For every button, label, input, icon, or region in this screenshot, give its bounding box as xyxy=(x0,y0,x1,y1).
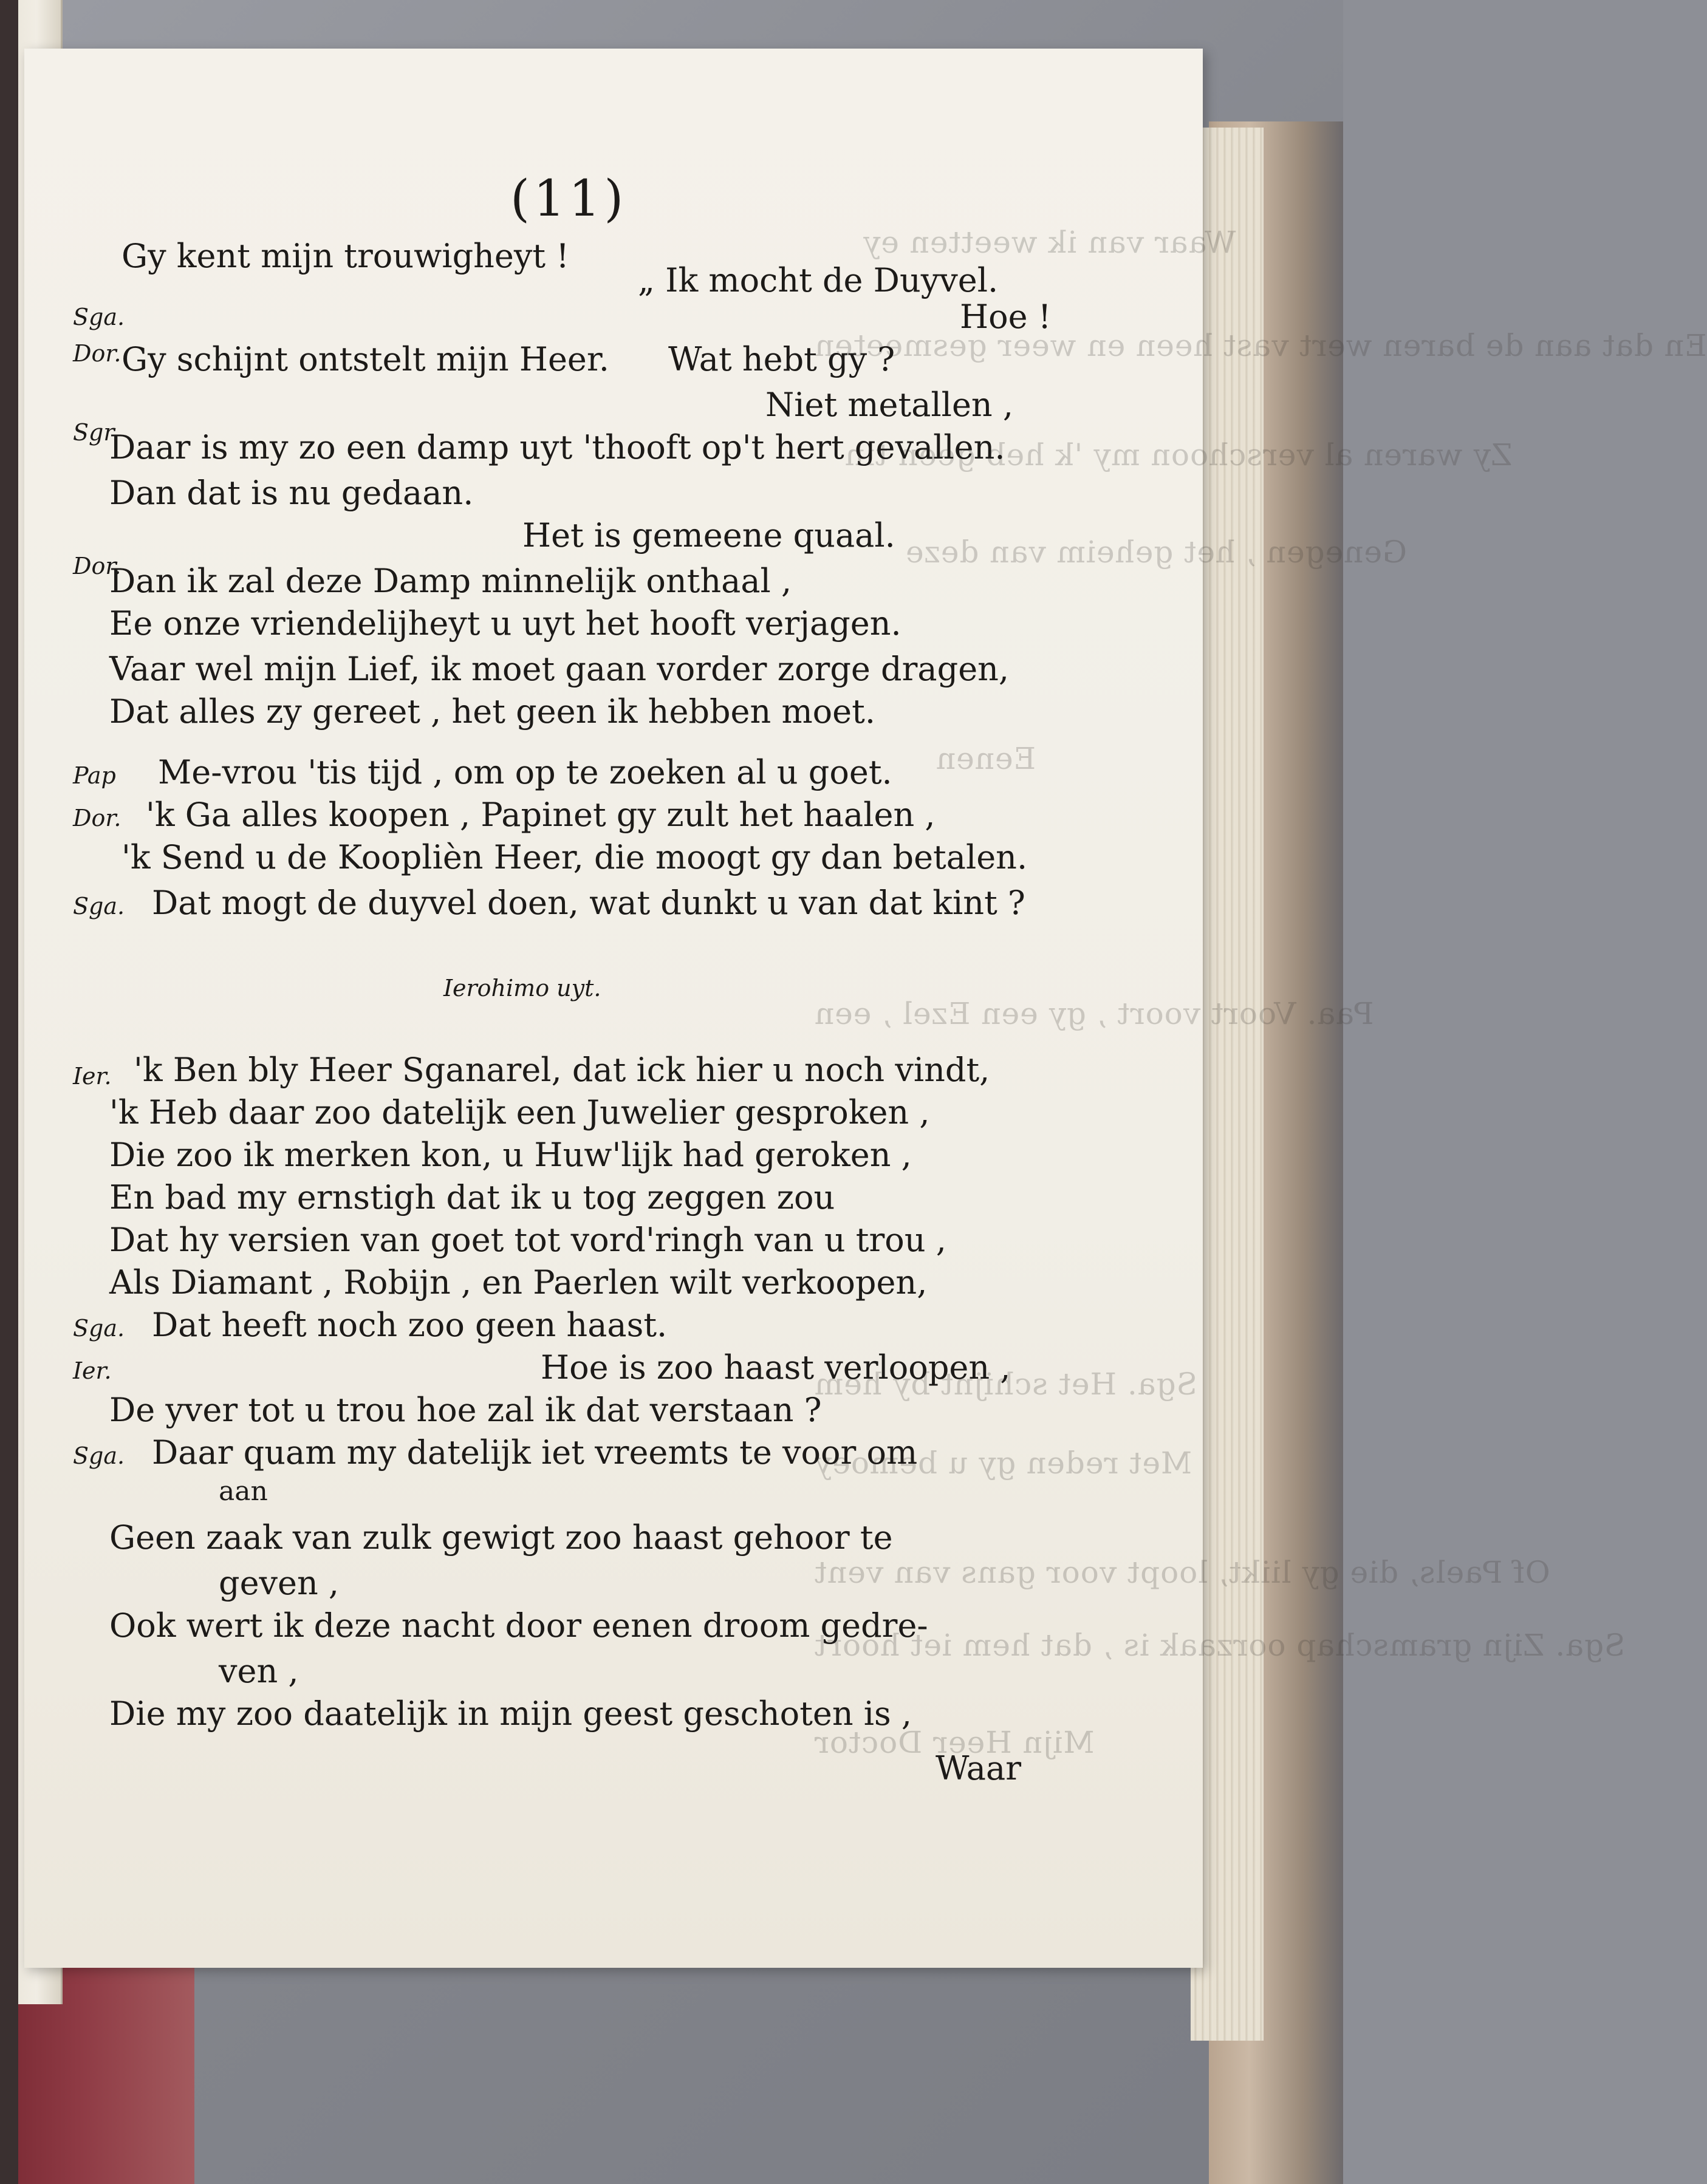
speaker-label: Dor. xyxy=(73,553,121,579)
speaker-label: Sga. xyxy=(73,1315,125,1342)
book-spine xyxy=(0,0,18,2184)
verse-line: Me-vrou 'tis tijd , om op te zoeken al u goet. xyxy=(158,753,892,791)
show-through-text: Of Paels, die gy liikt, loopt voor gans van vent xyxy=(814,1555,1550,1590)
verse-line: Als Diamant , Robijn , en Paerlen wilt verkoopen, xyxy=(109,1263,928,1302)
speaker-label: Sga. xyxy=(73,304,125,330)
verse-line: 'k Send u de Kooplièn Heer, die moogt gy dan betalen. xyxy=(121,838,1028,876)
catchword: Waar xyxy=(936,1749,1022,1787)
book-page xyxy=(24,49,1707,1968)
show-through-text: Eenen xyxy=(936,741,1036,776)
verse-line: aan xyxy=(219,1476,268,1507)
verse-line: Daar quam my datelijk iet vreemts te voor om xyxy=(152,1433,918,1472)
page-number: (11) xyxy=(510,170,628,228)
verse-line: Dat alles zy gereet , het geen ik hebben moet. xyxy=(109,692,875,731)
verse-line: 'k Ga alles koopen , Papinet gy zult het haalen , xyxy=(146,796,936,834)
speaker-label: Sgr. xyxy=(73,419,120,446)
show-through-text: Met reden gy u bemoey xyxy=(814,1445,1192,1481)
show-through-text: Zy waren al verschoon my 'k heb geen tin xyxy=(844,437,1513,473)
verse-line: 'k Ben bly Heer Sganarel, dat ick hier u noch vindt, xyxy=(134,1051,990,1089)
verse-line: Gy kent mijn trouwigheyt ! xyxy=(121,237,569,275)
verse-line: Ook wert ik deze nacht door eenen droom gedre- xyxy=(109,1606,928,1645)
speaker-label: Dor. xyxy=(73,805,121,831)
verse-line: Vaar wel mijn Lief, ik moet gaan vorder zorge dragen, xyxy=(109,650,1010,688)
verse-line: ven , xyxy=(219,1652,299,1690)
verse-line: Dat mogt de duyvel doen, wat dunkt u van dat kint ? xyxy=(152,884,1025,922)
verse-line: Die zoo ik merken kon, u Huw'lijk had geroken , xyxy=(109,1136,912,1174)
show-through-text: Sga. Het schijnt by hem xyxy=(814,1367,1197,1402)
verse-line: Dat hy versien van goet tot vord'ringh van u trou , xyxy=(109,1221,946,1259)
speaker-label: Dor. xyxy=(73,340,121,367)
verse-line: Het is gemeene quaal. xyxy=(522,516,895,555)
verse-line: En bad my ernstigh dat ik u tog zeggen zou xyxy=(109,1178,835,1217)
show-through-text: Waar van ik weetten ey xyxy=(863,225,1236,260)
verse-line: Hoe is zoo haast verloopen , xyxy=(541,1348,1011,1387)
show-through-text: Mijn Heer Doctor xyxy=(814,1725,1095,1760)
speaker-label: Sga. xyxy=(73,1442,125,1469)
verse-line: geven , xyxy=(219,1564,340,1602)
verse-line: Hoe ! xyxy=(960,298,1052,336)
speaker-label: Ier. xyxy=(73,1357,112,1384)
verse-line: 'k Heb daar zoo datelijk een Juwelier gesproken , xyxy=(109,1093,930,1131)
stage-direction: Ierohimo uyt. xyxy=(443,975,601,1002)
verse-line: De yver tot u trou hoe zal ik dat verstaan ? xyxy=(109,1391,822,1429)
verse-line: Die my zoo daatelijk in mijn geest geschoten is , xyxy=(109,1694,912,1733)
verse-line: Wat hebt gy ? xyxy=(668,340,895,378)
show-through-text: Genegen , het geheim van deze xyxy=(905,534,1407,570)
show-through-text: Sga. Zijn gramschap oorzaak is , dat hem iet hoort xyxy=(814,1628,1626,1663)
verse-line: Dat heeft noch zoo geen haast. xyxy=(152,1306,668,1344)
show-through-text: En dat aan de baren wert vast heen en weer gesmeeten xyxy=(814,328,1707,363)
verse-line: Gy schijnt ontstelt mijn Heer. xyxy=(121,340,609,378)
speaker-label: Pap xyxy=(73,762,116,789)
verse-line: Daar is my zo een damp uyt 'thooft op't hert gevallen. xyxy=(109,428,1005,466)
verse-line: „ Ik mocht de Duyvel. xyxy=(638,261,999,299)
verse-line: Dan ik zal deze Damp minnelijk onthaal , xyxy=(109,562,792,600)
verse-line: Geen zaak van zulk gewigt zoo haast gehoor te xyxy=(109,1518,893,1557)
verse-line: Dan dat is nu gedaan. xyxy=(109,474,474,512)
speaker-label: Sga. xyxy=(73,893,125,920)
show-through-text: Paa. Voort voort , gy een Ezel , een xyxy=(814,996,1374,1031)
verse-line: Niet metallen , xyxy=(765,386,1014,424)
verse-line: Ee onze vriendelijheyt u uyt het hooft verjagen. xyxy=(109,604,901,643)
speaker-label: Ier. xyxy=(73,1063,112,1090)
